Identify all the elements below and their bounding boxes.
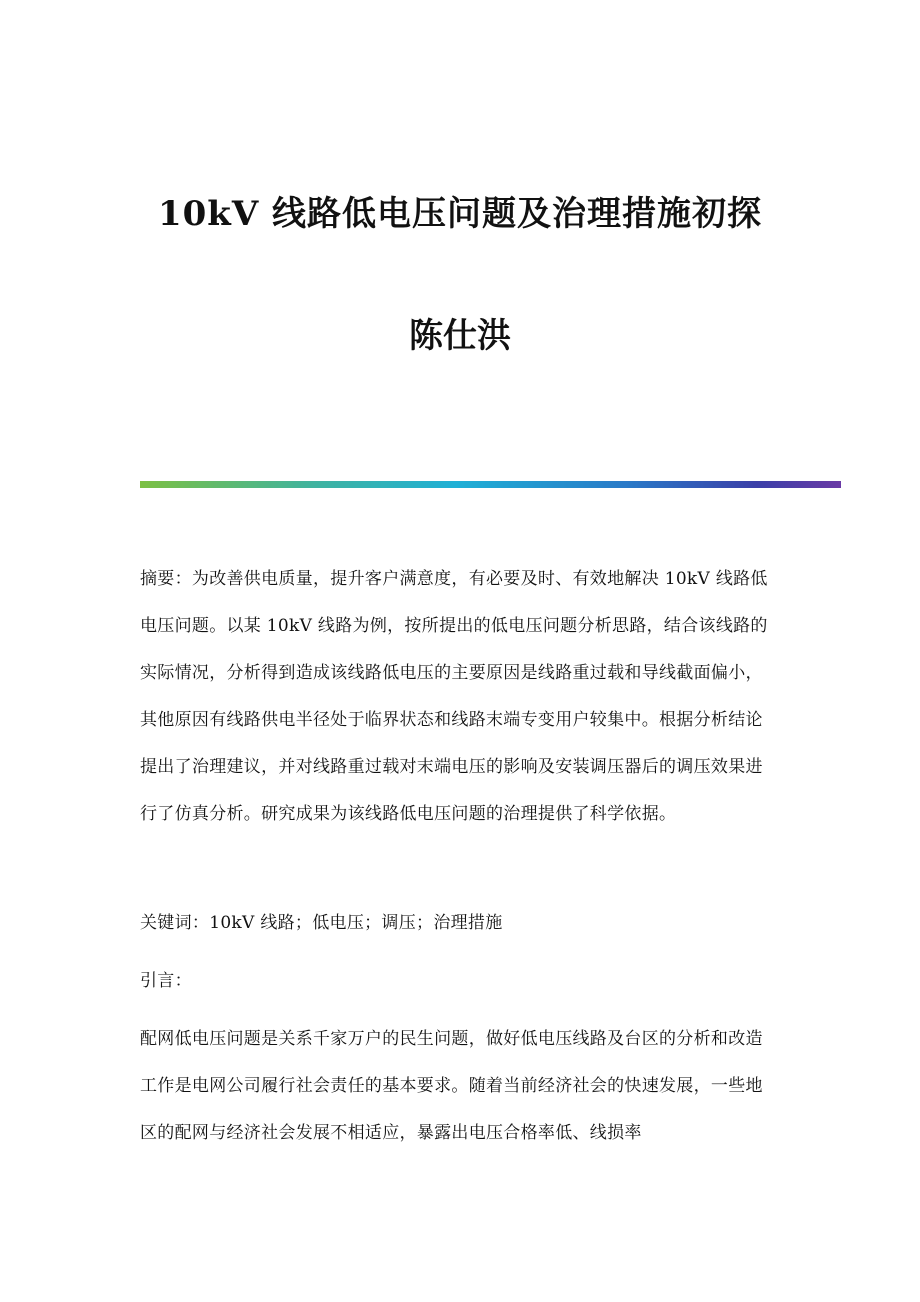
introduction-heading: 引言：	[140, 971, 192, 991]
abstract-paragraph: 摘要：为改善供电质量，提升客户满意度，有必要及时、有效地解决 10kV 线路低电压问题。以某 10kV 线路为例，按所提出的低电压问题分析思路，结合该线路的实际情况，分析得到造成该线路低电压的主要原因是线路重过载和导线截面偏小，其他原因有线路供电半径处于临界状态和线路末端专变用户较集中。根据分析结论提出了治理建议，并对线路重过载对末端电压的影响及安装调压器后的调压效果进行了仿真分析。研究成果为该线路低电压问题的治理提供了科学依据。	[140, 569, 768, 824]
gradient-divider	[140, 481, 841, 488]
author-name: 陈仕洪	[409, 316, 511, 356]
introduction-paragraph: 配网低电压问题是关系千家万户的民生问题，做好低电压线路及台区的分析和改造工作是电网公司履行社会责任的基本要求。随着当前经济社会的快速发展，一些地区的配网与经济社会发展不相适应，暴露出电压合格率低、线损率	[140, 1029, 763, 1143]
document-title: 10kV 线路低电压问题及治理措施初探	[157, 194, 763, 234]
keywords-line: 关键词：10kV 线路；低电压；调压；治理措施	[140, 913, 503, 933]
